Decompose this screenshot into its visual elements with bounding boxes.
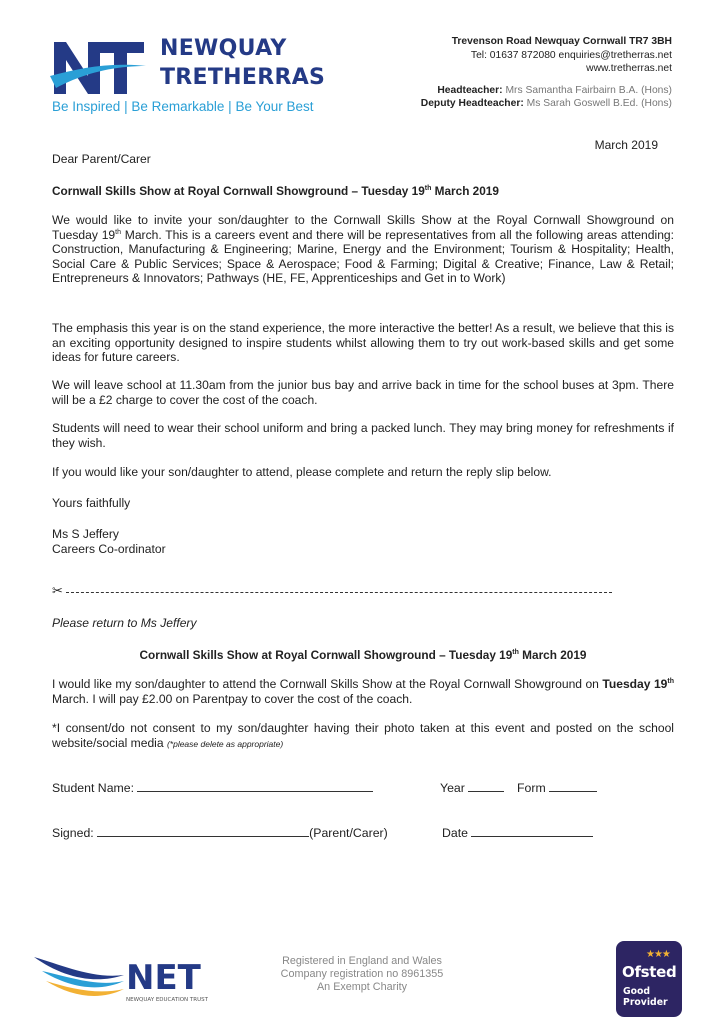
svg-text:NT: NT <box>50 32 52 33</box>
reg-line-1: Registered in England and Wales <box>282 955 442 967</box>
year-label: Year <box>440 781 465 795</box>
scissors-icon: ✂ <box>52 583 63 598</box>
website-line[interactable]: www.tretherras.net <box>586 63 672 74</box>
date-label: Date <box>442 826 468 840</box>
staff-block <box>421 85 672 110</box>
headteacher-name: Mrs Samantha Fairbairn B.A. (Hons) <box>505 85 672 96</box>
signed-field[interactable] <box>52 825 388 840</box>
dashed-divider <box>66 592 612 593</box>
form-input[interactable] <box>549 780 597 792</box>
tagline-3: Be Your Best <box>235 99 314 114</box>
cut-line <box>52 585 612 599</box>
date-input[interactable] <box>471 825 593 837</box>
tagline-1: Be Inspired <box>52 99 121 114</box>
signoff: Yours faithfully <box>52 496 131 510</box>
tagline <box>52 99 314 114</box>
student-name-input[interactable] <box>137 780 373 792</box>
student-name-field[interactable] <box>52 780 373 795</box>
date-field[interactable] <box>442 825 593 840</box>
letter-title: Cornwall Skills Show at Royal Cornwall Showground – Tuesday 19th March 2019 <box>52 184 499 198</box>
ofsted-name: Ofsted <box>622 963 677 981</box>
svg-text:NEWQUAY EDUCATION TRUST: NEWQUAY EDUCATION TRUST <box>126 997 208 1003</box>
parent-carer-label: (Parent/Carer) <box>309 826 388 840</box>
ofsted-badge <box>616 941 682 1017</box>
tagline-2: Be Remarkable <box>131 99 225 114</box>
school-logo-icon <box>50 32 146 100</box>
headteacher-label: Headteacher: <box>437 85 503 96</box>
reg-line-2: Company registration no 8961355 <box>280 968 444 980</box>
deputy-name: Ms Sarah Goswell B.Ed. (Hons) <box>526 97 672 109</box>
net-logo-icon <box>32 945 242 1005</box>
signature-input[interactable] <box>97 825 309 837</box>
form-label: Form <box>517 781 546 795</box>
paragraph-travel: We will leave school at 11.30am from the junior bus bay and arrive back in time for the school buses at 3pm. There will be a £2 charge to cover the cost of the coach. <box>52 378 674 407</box>
address-line: Trevenson Road Newquay Cornwall TR7 3BH <box>451 36 672 47</box>
paragraph-reply: If you would like your son/daughter to attend, please complete and return the reply slip below. <box>52 465 552 479</box>
contact-line: Tel: 01637 872080 enquiries@tretherras.net <box>470 49 672 61</box>
student-name-label: Student Name: <box>52 781 135 795</box>
school-name <box>160 34 325 92</box>
svg-text:NET: NET <box>126 958 201 998</box>
school-address <box>452 35 672 76</box>
reg-line-3: An Exempt Charity <box>316 981 407 993</box>
ofsted-rating: Good Provider <box>623 986 668 1008</box>
photo-consent: *I consent/do not consent to my son/daughter having their photo taken at this event and posted on the school website/social media (*please delete as appropriate) <box>52 721 674 750</box>
school-name-line2: TRETHERRAS <box>160 65 326 90</box>
signed-label: Signed: <box>52 826 94 840</box>
deputy-label: Deputy Headteacher: <box>420 97 524 109</box>
slip-consent: I would like my son/daughter to attend the Cornwall Skills Show at the Royal Cornwall Showground on Tuesday 19th March. I will pay £2.00 on Parentpay to cover the cost of the coach. <box>52 677 674 706</box>
year-input[interactable] <box>468 780 504 792</box>
school-name-line1: NEWQUAY <box>160 36 287 61</box>
tagline-sep: | <box>228 99 232 114</box>
year-field[interactable] <box>440 780 504 795</box>
return-instruction: Please return to Ms Jeffery <box>52 616 197 630</box>
signer-role: Careers Co-ordinator <box>52 542 166 556</box>
ofsted-stars-icon: ★★★ <box>646 949 670 960</box>
letter-date: March 2019 <box>594 138 658 152</box>
tagline-sep: | <box>124 99 128 114</box>
signer-name: Ms S Jeffery <box>52 527 119 541</box>
paragraph-emphasis: The emphasis this year is on the stand experience, the more interactive the better! As a result, we believe that this is an exciting opportunity designed to inspire students whilst allowing them to try out work-based skills and get some ideas for future careers. <box>52 321 674 365</box>
paragraph-invite: We would like to invite your son/daughter to the Cornwall Skills Show at the Royal Cornwall Showground on Tuesday 19th March. This is a careers event and there will be representatives from all the following areas attending: Construction, Manufacturing & Engineering; Marine, Energy and the Environment; Tourism & Hospitality; Health, Social Care & Public Services; Space & Aerospace; Food & Farming; Digital & Creative; Finance, Law & Retail; Entrepreneurs & Innovators; Pathways (HE, FE, Apprenticeships and Get in to Work) <box>52 213 674 286</box>
registration-info <box>262 955 462 994</box>
paragraph-uniform: Students will need to wear their school uniform and bring a packed lunch. They may bring money for refreshments if they wish. <box>52 421 674 450</box>
slip-title: Cornwall Skills Show at Royal Cornwall Showground – Tuesday 19th March 2019 <box>139 648 587 662</box>
form-field[interactable] <box>517 780 597 795</box>
salutation: Dear Parent/Carer <box>52 152 151 166</box>
